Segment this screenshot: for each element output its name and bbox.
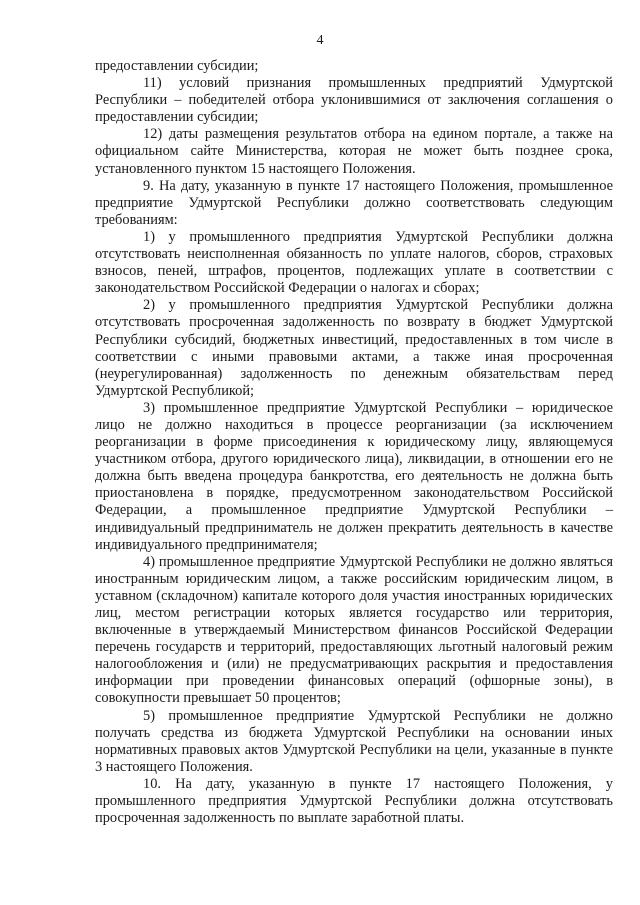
paragraph-requirement-2: 2) у промышленного предприятия Удмуртской Республики должна отсутствовать просроченная задолженность по возврату в бюджет Удмуртской Республики субсидий, бюджетных инвестиций, предоставленных в том числе в соответствии с иными правовыми актами, а также иная просроченная (неурегулированная) задолженность по денежным обязательствам перед Удмуртской Республикой; [95,297,613,399]
paragraph-requirement-4: 4) промышленное предприятие Удмуртской Республики не должно являться иностранным юридическим лицом, а также российским юридическим лицом, в уставном (складочном) капитале которого доля участия иностранных юридических лиц, местом регистрации которых является государство или территория, включенные в утверждаемый Министерством финансов Российской Федерации перечень государств и территорий, предоставляющих льготный налоговый режим налогообложения и (или) не предусматривающих раскрытия и предоставления информации при проведении финансовых операций (офшорные зоны), в совокупности превышает 50 процентов; [95,553,613,707]
document-body [95,58,613,827]
paragraph-item-12: 12) даты размещения результатов отбора на едином портале, а также на официальном сайте Министерства, которая не может быть позднее срока, установленного пунктом 15 настоящего Положения. [95,126,613,177]
paragraph-requirement-5: 5) промышленное предприятие Удмуртской Республики не должно получать средства из бюджета Удмуртской Республики на основании иных нормативных правовых актов Удмуртской Республики на цели, указанные в пункте 3 настоящего Положения. [95,707,613,775]
paragraph-requirement-1: 1) у промышленного предприятия Удмуртской Республики должна отсутствовать неисполненная обязанность по уплате налогов, сборов, страховых взносов, пеней, штрафов, процентов, подлежащих уплате в соответствии с законодательством Российской Федерации о налогах и сборах; [95,228,613,297]
paragraph-clause-10: 10. На дату, указанную в пункте 17 настоящего Положения, у промышленного предприятия Удмуртской Республики должна отсутствовать просроченная задолженность по выплате заработной платы. [95,775,613,827]
paragraph-continuation: предоставлении субсидии; [95,58,259,74]
page-number: 4 [316,33,324,48]
paragraph-clause-9: 9. На дату, указанную в пункте 17 настоящего Положения, промышленное предприятие Удмуртской Республики должно соответствовать следующим требованиям: [95,177,613,228]
paragraph-requirement-3: 3) промышленное предприятие Удмуртской Республики – юридическое лицо не должно находиться в процессе реорганизации (за исключением реорганизации в форме присоединения к юридическому лицу, являющемуся участником отбора, другого юридического лица), ликвидации, в отношении его не должна быть введена процедура банкротства, его деятельность не должна быть приостановлена в порядке, предусмотренном законодательством Российской Федерации, а промышленное предприятие Удмуртской Республики – индивидуальный предприниматель не должен прекратить деятельность в качестве индивидуального предпринимателя; [95,399,613,553]
paragraph-item-11: 11) условий признания промышленных предприятий Удмуртской Республики – победителей отбора уклонившимися от заключения соглашения о предоставлении субсидии; [95,75,613,126]
